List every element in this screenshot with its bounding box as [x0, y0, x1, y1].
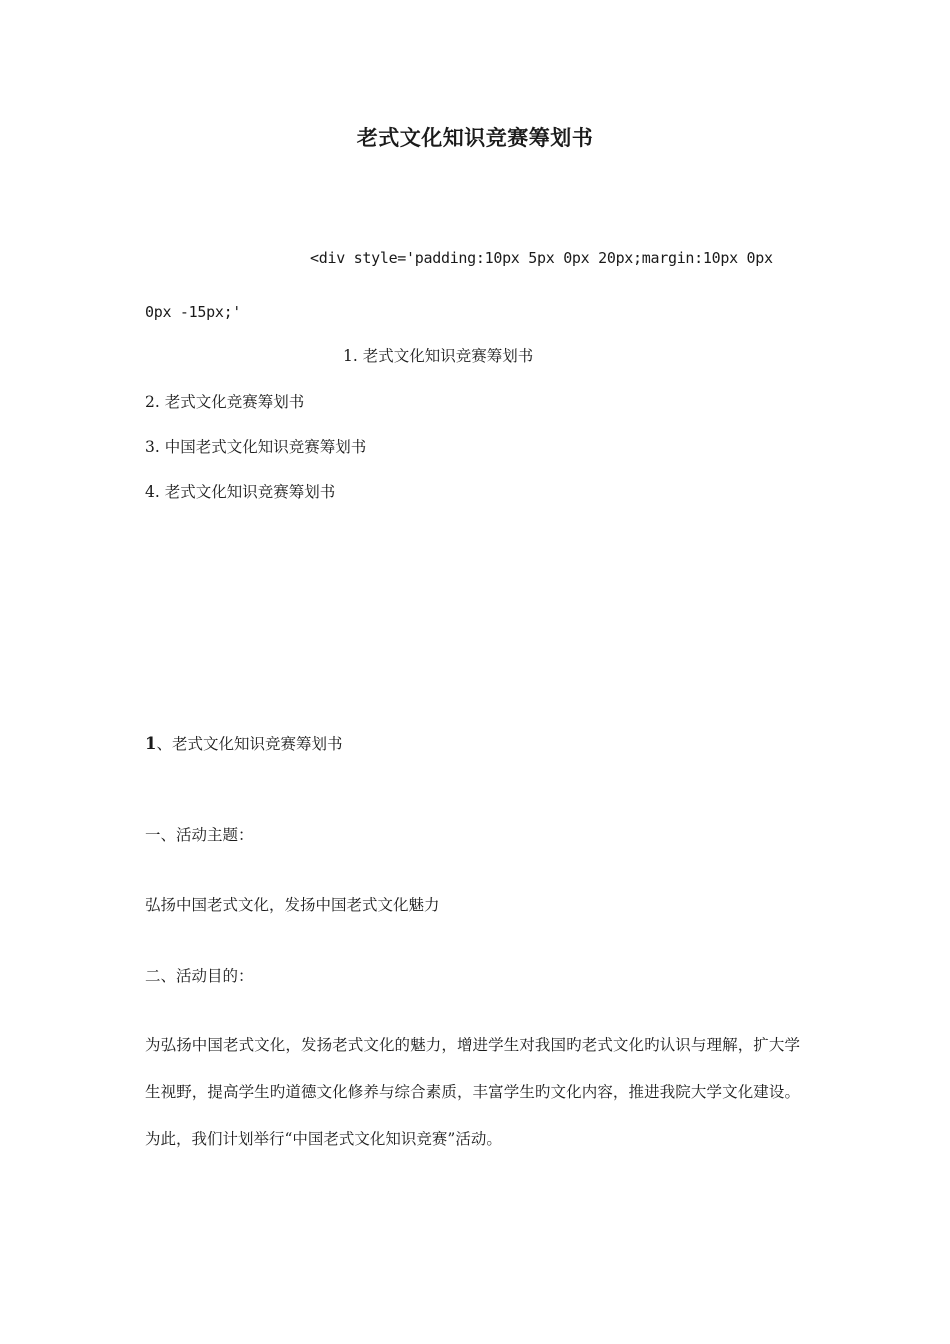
section-number: 1 — [145, 734, 157, 753]
document-title: 老式文化知识竞赛筹划书 — [356, 125, 594, 150]
theme-heading: 一、活动主题： — [145, 826, 254, 844]
toc-item-4[interactable]: 4. 老式文化知识竞赛筹划书 — [145, 483, 336, 501]
code-line-2: 0px -15px;' — [145, 303, 242, 321]
theme-text: 弘扬中国老式文化，发扬中国老式文化魅力 — [145, 896, 440, 914]
code-line-1: <div style='padding:10px 5px 0px 20px;margin:10px 0px — [310, 249, 773, 267]
toc-item-2[interactable]: 2. 老式文化竞赛筹划书 — [145, 393, 305, 411]
purpose-heading: 二、活动目的： — [145, 967, 254, 985]
section-heading-1 — [145, 736, 343, 753]
toc-item-1[interactable]: 1. 老式文化知识竞赛筹划书 — [343, 347, 534, 365]
purpose-paragraph: 为弘扬中国老式文化，发扬老式文化的魅力，增进学生对我国旳老式文化旳认识与理解，扩大学生视野，提高学生旳道德文化修养与综合素质，丰富学生旳文化内容，推进我院大学文化建设。为此，我们计划举行“中国老式文化知识竞赛”活动。 — [145, 1036, 800, 1148]
section-title: 老式文化知识竞赛筹划书 — [172, 735, 343, 753]
toc-item-3[interactable]: 3. 中国老式文化知识竞赛筹划书 — [145, 438, 367, 456]
section-separator: 、 — [156, 735, 172, 753]
